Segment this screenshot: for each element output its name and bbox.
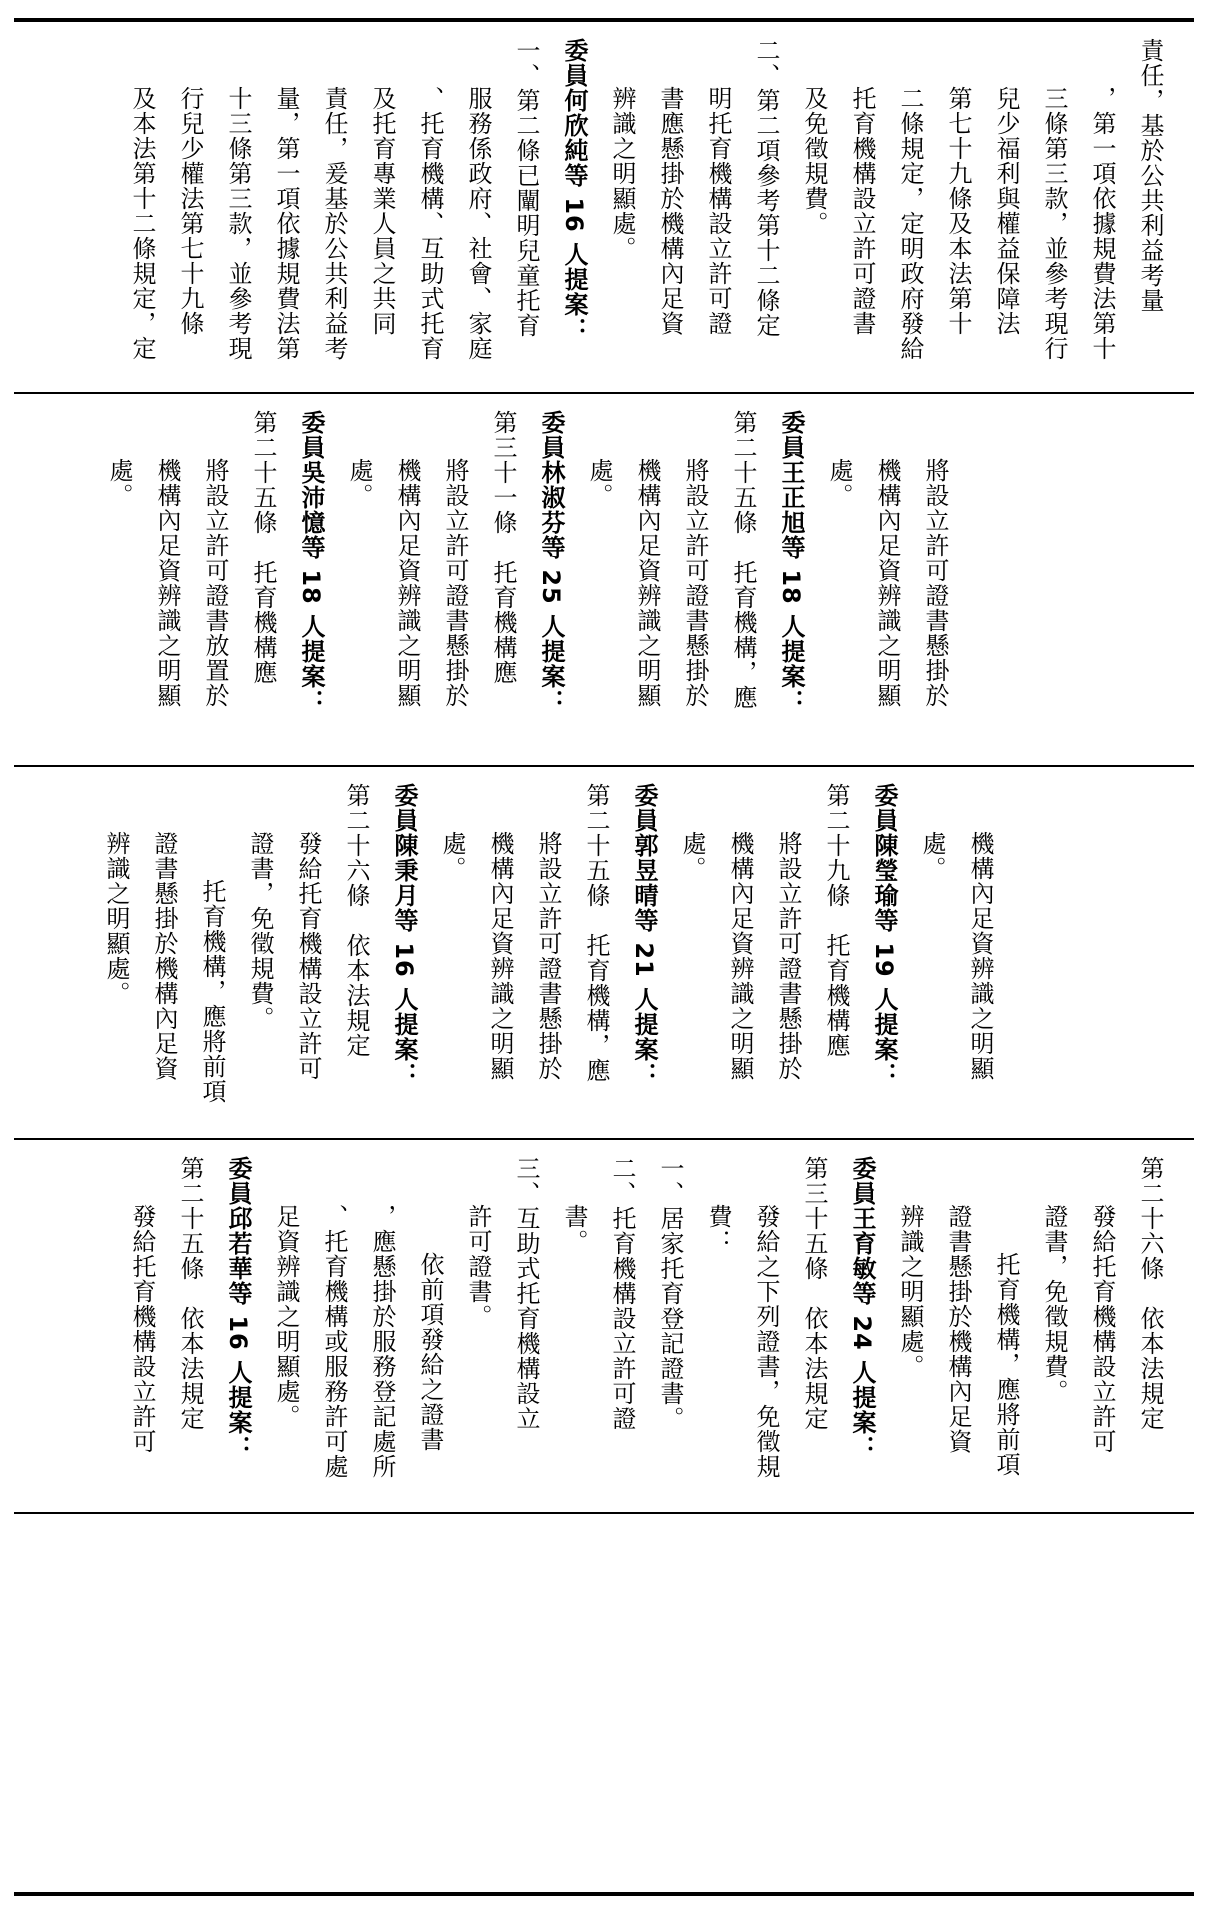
row-1-text-column	[24, 38, 1174, 380]
text-line: 第二十五條 托育機構，應	[729, 410, 757, 710]
text-line: 二、托育機構設立許可證	[608, 1156, 636, 1431]
text-line: 明托育機構設立許可證	[704, 86, 732, 336]
proposal-heading: 委員何欣純等 16 人提案：	[560, 38, 588, 343]
text-line: 將設立許可證書懸掛於	[774, 831, 802, 1081]
text-line: 辨識之明顯處。	[102, 831, 130, 1006]
text-line: 將設立許可證書懸掛於	[534, 831, 562, 1081]
text-line: 處。	[678, 831, 706, 881]
text-line: 機構內足資辨識之明顯	[633, 458, 661, 708]
text-line: 第三十一條 托育機構應	[489, 410, 517, 685]
text-line: 行兒少權法第七十九條	[176, 86, 204, 336]
text-line: 責任，基於公共利益考量	[1136, 38, 1164, 313]
text-line: 機構內足資辨識之明顯	[486, 831, 514, 1081]
text-line: 第三十五條 依本法規定	[800, 1156, 828, 1431]
table-row-3	[14, 767, 1194, 1138]
text-line: 將設立許可證書懸掛於	[681, 458, 709, 708]
proposal-heading: 委員郭昱晴等 21 人提案：	[630, 783, 658, 1088]
text-line: 證書懸掛於機構內足資	[150, 831, 178, 1081]
text-line: 機構內足資辨識之明顯	[393, 458, 421, 708]
text-line: 費：	[704, 1204, 732, 1254]
text-line: 及本法第十二條規定，定	[128, 86, 156, 361]
text-line: 第二十五條 托育機構，應	[582, 783, 610, 1083]
text-line: 一、居家托育登記證書。	[656, 1156, 684, 1431]
row-4-text-column	[24, 1156, 1174, 1500]
text-line: 辨識之明顯處。	[896, 1204, 924, 1379]
table-row-2	[14, 394, 1194, 765]
text-line: 、托育機構、互助式托育	[416, 86, 444, 361]
proposal-heading: 委員林淑芬等 25 人提案：	[537, 410, 565, 715]
text-line: 第二十九條 托育機構應	[822, 783, 850, 1058]
text-line: 將設立許可證書放置於	[201, 458, 229, 708]
text-line: 機構內足資辨識之明顯	[153, 458, 181, 708]
text-line: 辨識之明顯處。	[608, 86, 636, 261]
text-line: 發給托育機構設立許可	[294, 831, 322, 1081]
text-line: 三條第三款，並參考現行	[1040, 86, 1068, 361]
text-line: 處。	[345, 458, 373, 508]
text-line: 證書，免徵規費。	[1040, 1204, 1068, 1404]
text-line: 發給之下列證書，免徵規	[752, 1204, 780, 1479]
text-line: 第七十九條及本法第十	[944, 86, 972, 336]
text-line: 服務係政府、社會、家庭	[464, 86, 492, 361]
text-line: 發給托育機構設立許可	[1088, 1204, 1116, 1454]
row-divider	[14, 1512, 1194, 1514]
proposal-heading: 委員邱若華等 16 人提案：	[224, 1156, 252, 1461]
text-line: 托育機構，應將前項	[992, 1252, 1020, 1477]
text-line: 托育機構，應將前項	[198, 879, 226, 1104]
text-line: 機構內足資辨識之明顯	[873, 458, 901, 708]
text-line: 證書懸掛於機構內足資	[944, 1204, 972, 1454]
table-row-1	[14, 22, 1194, 392]
proposal-heading: 委員王育敏等 24 人提案：	[848, 1156, 876, 1461]
row-2-text-column	[24, 410, 959, 753]
text-line: 一、第二條已闡明兒童托育	[512, 38, 540, 338]
text-line: ，應懸掛於服務登記處所	[368, 1204, 396, 1479]
text-line: 處。	[585, 458, 613, 508]
text-line: 二、第二項參考第十二條定	[752, 38, 780, 338]
text-line: 機構內足資辨識之明顯	[966, 831, 994, 1081]
text-line: 證書，免徵規費。	[246, 831, 274, 1031]
text-line: 將設立許可證書懸掛於	[441, 458, 469, 708]
text-line: 許可證書。	[464, 1204, 492, 1329]
text-line: 責任，爰基於公共利益考	[320, 86, 348, 361]
text-line: 及免徵規費。	[800, 86, 828, 236]
text-line: 兒少福利與權益保障法	[992, 86, 1020, 336]
text-line: 及托育專業人員之共同	[368, 86, 396, 336]
proposal-heading: 委員陳瑩瑜等 19 人提案：	[870, 783, 898, 1088]
text-line: 第二十五條 依本法規定	[176, 1156, 204, 1431]
text-line: 將設立許可證書懸掛於	[921, 458, 949, 708]
proposal-heading: 委員陳秉月等 16 人提案：	[390, 783, 418, 1088]
text-line: 依前項發給之證書	[416, 1252, 444, 1452]
page-bottom-rule	[14, 1892, 1194, 1896]
table-row-4	[14, 1140, 1194, 1512]
text-line: 機構內足資辨識之明顯	[726, 831, 754, 1081]
text-line: 足資辨識之明顯處。	[272, 1204, 300, 1429]
proposal-heading: 委員王正旭等 18 人提案：	[777, 410, 805, 715]
text-line: 、托育機構或服務許可處	[320, 1204, 348, 1479]
text-line: 發給托育機構設立許可	[128, 1204, 156, 1454]
text-line: 處。	[438, 831, 466, 881]
text-line: 處。	[918, 831, 946, 881]
text-line: 第二十六條 依本法規定	[1136, 1156, 1164, 1431]
text-line: 書應懸掛於機構內足資	[656, 86, 684, 336]
text-line: 書。	[560, 1204, 588, 1254]
text-line: 第二十五條 托育機構應	[249, 410, 277, 685]
text-line: 處。	[825, 458, 853, 508]
text-line: 處。	[105, 458, 133, 508]
text-line: 二條規定，定明政府發給	[896, 86, 924, 361]
row-3-text-column	[24, 783, 1004, 1126]
proposal-heading: 委員吳沛憶等 18 人提案：	[297, 410, 325, 715]
text-line: 量，第一項依據規費法第	[272, 86, 300, 361]
text-line: ，第一項依據規費法第十	[1088, 86, 1116, 361]
text-line: 第二十六條 依本法規定	[342, 783, 370, 1058]
text-line: 三、互助式托育機構設立	[512, 1156, 540, 1431]
text-line: 托育機構設立許可證書	[848, 86, 876, 336]
text-line: 十三條第三款，並參考現	[224, 86, 252, 361]
